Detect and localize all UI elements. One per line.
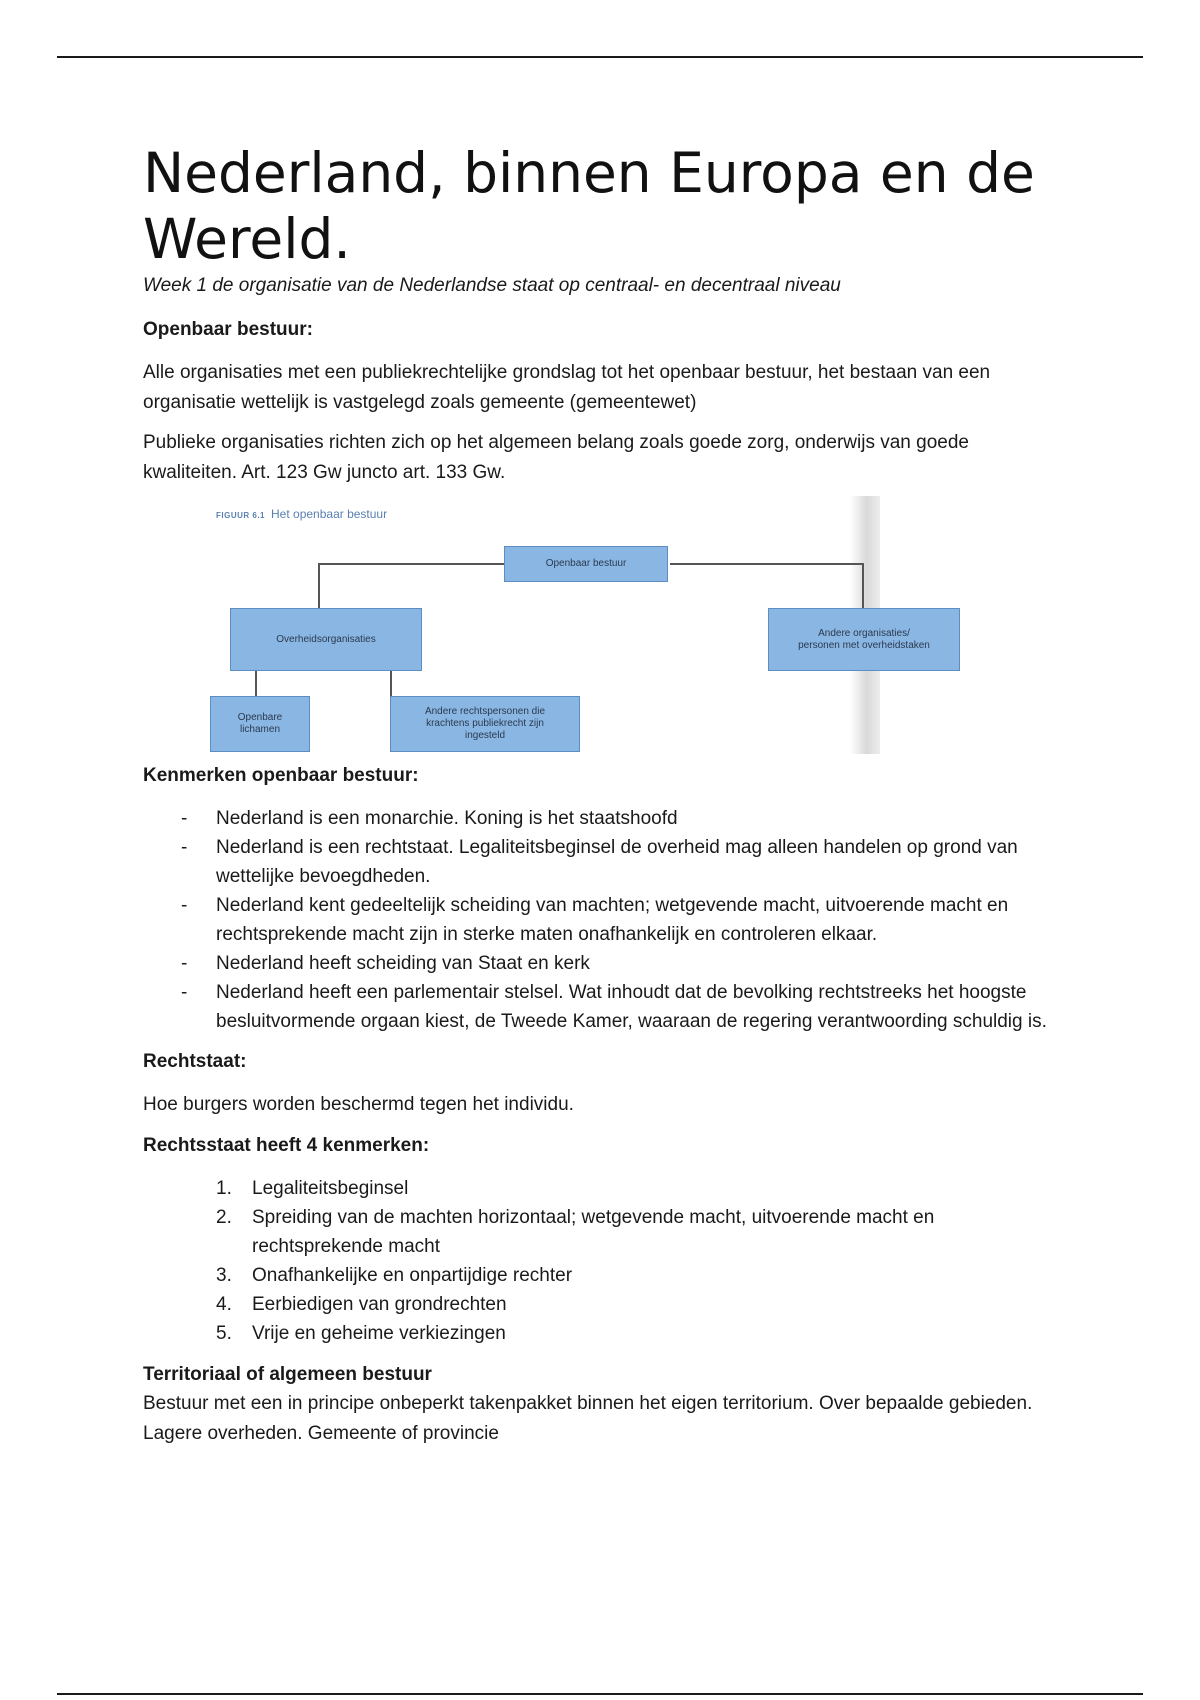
paragraph-rechtstaat: Hoe burgers worden beschermd tegen het individu.	[143, 1094, 574, 1115]
org-node-andere-rechtspersonen: Andere rechtspersonen die krachtens publiekrecht zijn ingesteld	[390, 696, 580, 752]
list-item	[143, 804, 1063, 833]
dash-bullet: -	[181, 837, 188, 858]
list-number: 3.	[216, 1265, 232, 1286]
list-item-text: Legaliteitsbeginsel	[252, 1178, 409, 1199]
subtitle: Week 1 de organisatie van de Nederlandse staat op centraal- en decentraal niveau	[143, 275, 841, 296]
list-item-text: Spreiding van de machten horizontaal; wetgevende macht, uitvoerende macht en rechtsprekende macht	[252, 1207, 935, 1257]
dash-bullet: -	[181, 808, 188, 829]
list-item	[143, 978, 1063, 1036]
dash-bullet: -	[181, 982, 188, 1003]
heading-kenmerken: Kenmerken openbaar bestuur:	[143, 765, 419, 786]
list-item-text: Nederland kent gedeeltelijk scheiding van machten; wetgevende macht, uitvoerende macht en rechtsprekende macht zijn in sterke maten onafhankelijk en controleren elkaar.	[216, 895, 1009, 945]
connector-left-child-1	[255, 671, 257, 696]
list-item	[143, 1290, 1063, 1319]
connector-root-left	[318, 563, 508, 565]
heading-rechtstaat: Rechtstaat:	[143, 1051, 247, 1072]
list-item	[143, 1203, 1063, 1261]
figure-caption	[216, 507, 387, 521]
dash-bullet: -	[181, 953, 188, 974]
heading-rechtsstaat-kenmerken: Rechtsstaat heeft 4 kenmerken:	[143, 1135, 430, 1156]
list-number: 2.	[216, 1207, 232, 1228]
page-title: Nederland, binnen Europa en de Wereld.	[143, 141, 1035, 271]
figure-number: FIGUUR 6.1	[216, 511, 266, 520]
list-item-text: Nederland heeft een parlementair stelsel. Wat inhoudt dat de bevolking rechtstreeks het hoogste besluitvormende orgaan kiest, de Tweede Kamer, waaraan de regering verantwoording schuldig is.	[216, 982, 1047, 1032]
list-number: 5.	[216, 1323, 232, 1344]
dash-bullet: -	[181, 895, 188, 916]
org-node-andere-organisaties: Andere organisaties/ personen met overheidstaken	[768, 608, 960, 671]
paragraph-openbaar-2: Publieke organisaties richten zich op het algemeen belang zoals goede zorg, onderwijs van goede kwaliteiten. Art. 123 Gw juncto art. 133 Gw.	[143, 432, 969, 483]
connector-right-down	[862, 563, 864, 608]
document-body	[143, 140, 1063, 1449]
kenmerken-list	[143, 804, 1063, 1036]
paragraph-territoriaal: Bestuur met een in principe onbeperkt takenpakket binnen het eigen territorium. Over bepaalde gebieden. Lagere overheden. Gemeente of provincie	[143, 1393, 1033, 1444]
org-chart-figure	[210, 496, 930, 754]
list-item-text: Vrije en geheime verkiezingen	[252, 1323, 506, 1344]
list-item-text: Nederland heeft scheiding van Staat en kerk	[216, 953, 590, 974]
bottom-rule	[57, 1693, 1143, 1695]
list-item	[143, 833, 1063, 891]
rechtsstaat-kenmerken-list	[143, 1174, 1063, 1348]
list-number: 4.	[216, 1294, 232, 1315]
list-item-text: Onafhankelijke en onpartijdige rechter	[252, 1265, 573, 1286]
list-item	[143, 891, 1063, 949]
paragraph-openbaar-1: Alle organisaties met een publiekrechtelijke grondslag tot het openbaar bestuur, het bestaan van een organisatie wettelijk is vastgelegd zoals gemeente (gemeentewet)	[143, 362, 991, 413]
list-item	[143, 1174, 1063, 1203]
heading-territoriaal: Territoriaal of algemeen bestuur	[143, 1364, 432, 1385]
connector-root-right	[670, 563, 864, 565]
figure-title: Het openbaar bestuur	[271, 507, 388, 521]
list-item	[143, 1319, 1063, 1348]
list-item	[143, 949, 1063, 978]
org-node-overheidsorganisaties: Overheidsorganisaties	[230, 608, 422, 671]
org-node-openbare-lichamen: Openbare lichamen	[210, 696, 310, 752]
list-item	[143, 1261, 1063, 1290]
list-item-text: Nederland is een monarchie. Koning is het staatshoofd	[216, 808, 678, 829]
list-item-text: Nederland is een rechtstaat. Legaliteitsbeginsel de overheid mag alleen handelen op grond van wettelijke bevoegdheden.	[216, 837, 1018, 887]
connector-left-child-2	[390, 671, 392, 696]
org-node-openbaar-bestuur: Openbaar bestuur	[504, 546, 668, 582]
heading-openbaar-bestuur: Openbaar bestuur:	[143, 319, 313, 340]
list-number: 1.	[216, 1178, 232, 1199]
top-rule	[57, 56, 1143, 58]
connector-left-down	[318, 563, 320, 608]
list-item-text: Eerbiedigen van grondrechten	[252, 1294, 507, 1315]
